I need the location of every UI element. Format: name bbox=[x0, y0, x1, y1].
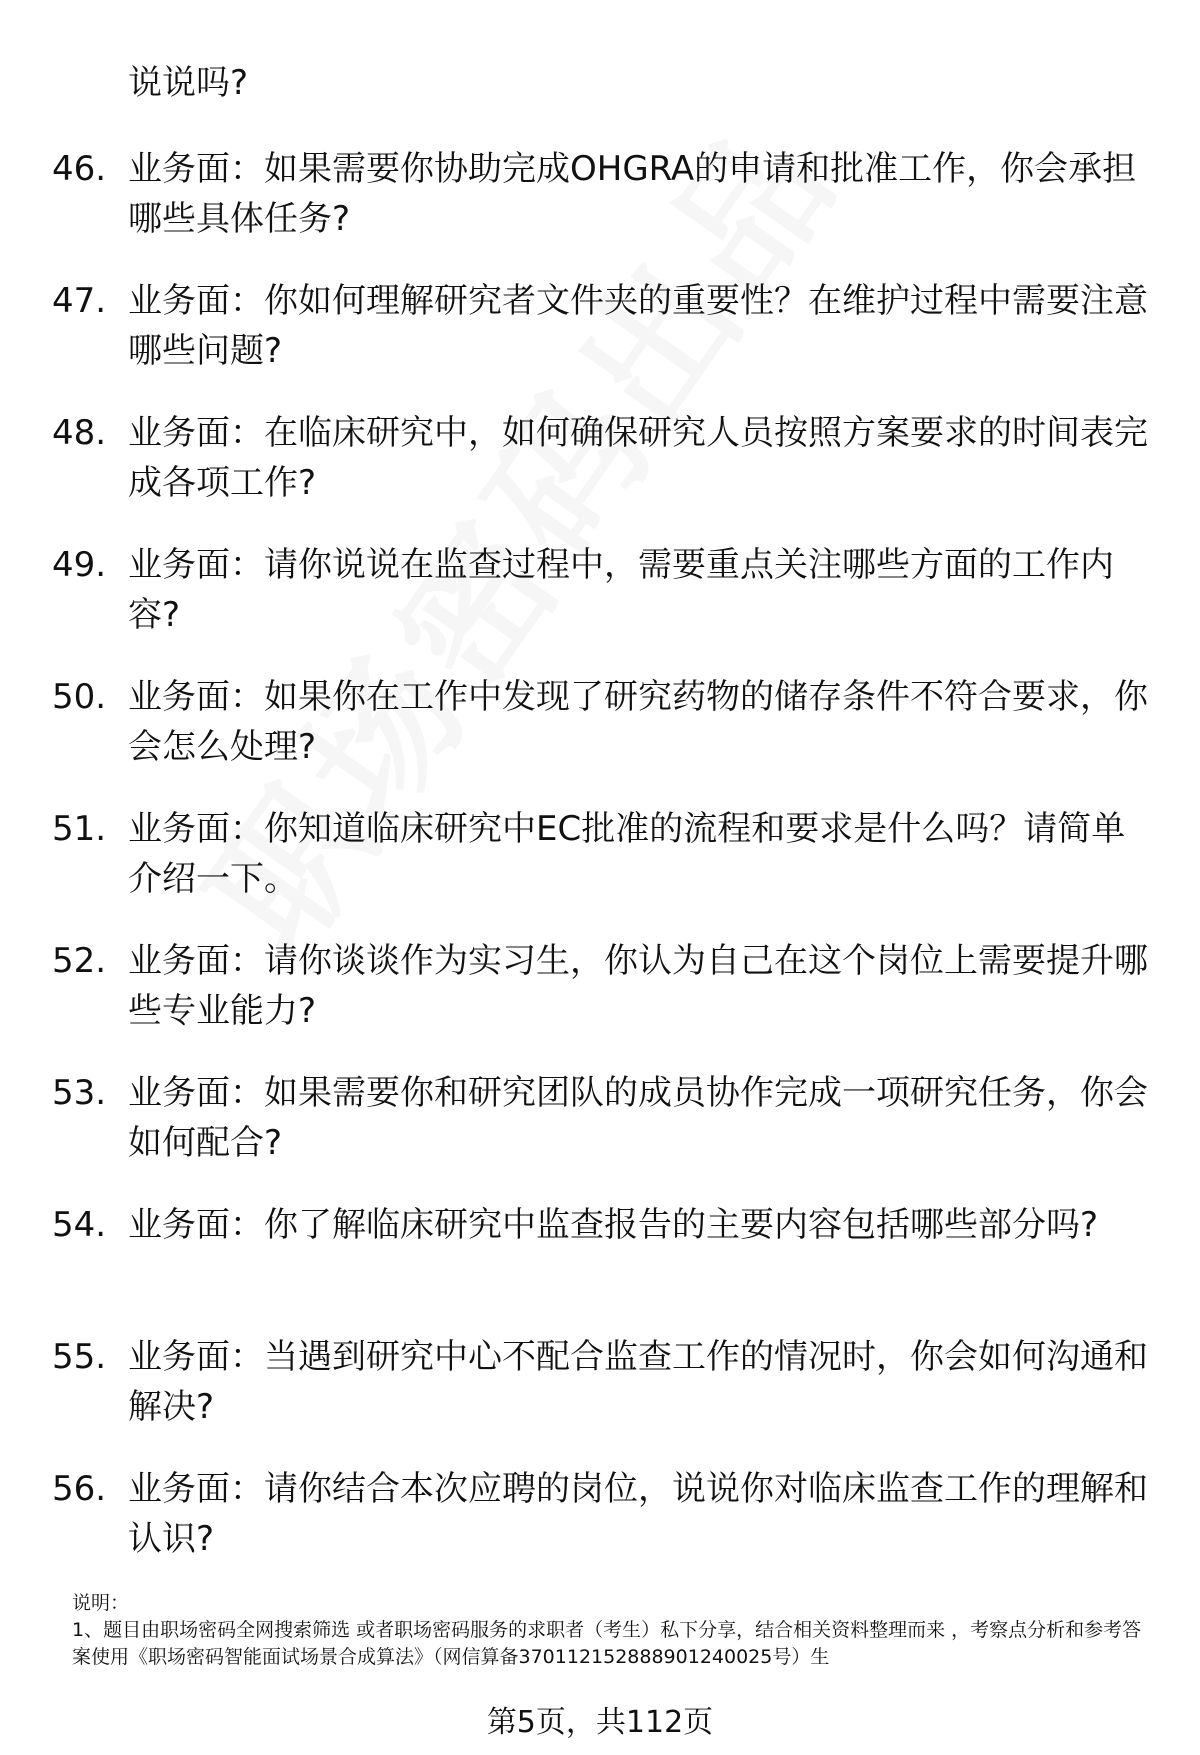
question-item bbox=[0, 936, 1200, 1068]
question-item bbox=[0, 1200, 1200, 1332]
question-number: 51. bbox=[52, 809, 107, 849]
question-item bbox=[0, 672, 1200, 804]
question-number: 48. bbox=[52, 413, 107, 453]
question-text: 业务面：如果你在工作中发现了研究药物的储存条件不符合要求，你会怎么处理? bbox=[128, 677, 1148, 767]
page-footer: 第5页，共112页 bbox=[486, 1705, 714, 1740]
note-body: 1、题目由职场密码全网搜索筛选 或者职场密码服务的求职者（考生）私下分享，结合相关资料整理而来 ，考察点分析和参考答案使用《职场密码智能面试场景合成算法》（网信算备370112152888901240025号）生 bbox=[72, 1619, 1142, 1668]
question-text: 业务面：在临床研究中，如何确保研究人员按照方案要求的时间表完成各项工作? bbox=[128, 413, 1148, 503]
question-text: 业务面：当遇到研究中心不配合监查工作的情况时，你会如何沟通和解决? bbox=[128, 1337, 1148, 1427]
question-text: 业务面：请你谈谈作为实习生，你认为自己在这个岗位上需要提升哪些专业能力? bbox=[128, 941, 1148, 1031]
question-number: 56. bbox=[52, 1469, 107, 1509]
question-list bbox=[0, 144, 1200, 1596]
question-item bbox=[0, 1068, 1200, 1200]
note-heading: 说明： bbox=[72, 1592, 130, 1614]
question-text: 业务面：请你说说在监查过程中，需要重点关注哪些方面的工作内容? bbox=[128, 545, 1114, 635]
question-item bbox=[0, 540, 1200, 672]
question-text: 业务面：你知道临床研究中EC批准的流程和要求是什么吗？请简单介绍一下。 bbox=[128, 809, 1126, 899]
note-block bbox=[72, 1590, 1152, 1671]
question-item bbox=[0, 804, 1200, 936]
question-number: 52. bbox=[52, 941, 107, 981]
question-item bbox=[0, 276, 1200, 408]
question-text: 业务面：如果需要你协助完成OHGRA的申请和批准工作，你会承担哪些具体任务? bbox=[128, 149, 1137, 239]
question-item bbox=[0, 144, 1200, 276]
question-text: 业务面：你了解临床研究中监查报告的主要内容包括哪些部分吗? bbox=[128, 1205, 1099, 1245]
question-number: 54. bbox=[52, 1205, 107, 1245]
question-number: 50. bbox=[52, 677, 107, 717]
question-text: 业务面：你如何理解研究者文件夹的重要性？在维护过程中需要注意哪些问题? bbox=[128, 281, 1148, 371]
question-number: 49. bbox=[52, 545, 107, 585]
question-item bbox=[0, 1332, 1200, 1464]
question-item bbox=[0, 408, 1200, 540]
question-number: 53. bbox=[52, 1073, 107, 1113]
question-text: 业务面：请你结合本次应聘的岗位，说说你对临床监查工作的理解和认识? bbox=[128, 1469, 1148, 1559]
question-item bbox=[0, 1464, 1200, 1596]
question-number: 47. bbox=[52, 281, 107, 321]
question-number: 55. bbox=[52, 1337, 107, 1377]
question-number: 46. bbox=[52, 149, 107, 189]
continuation-text: 说说吗? bbox=[128, 63, 249, 103]
question-text: 业务面：如果需要你和研究团队的成员协作完成一项研究任务，你会如何配合? bbox=[128, 1073, 1148, 1163]
